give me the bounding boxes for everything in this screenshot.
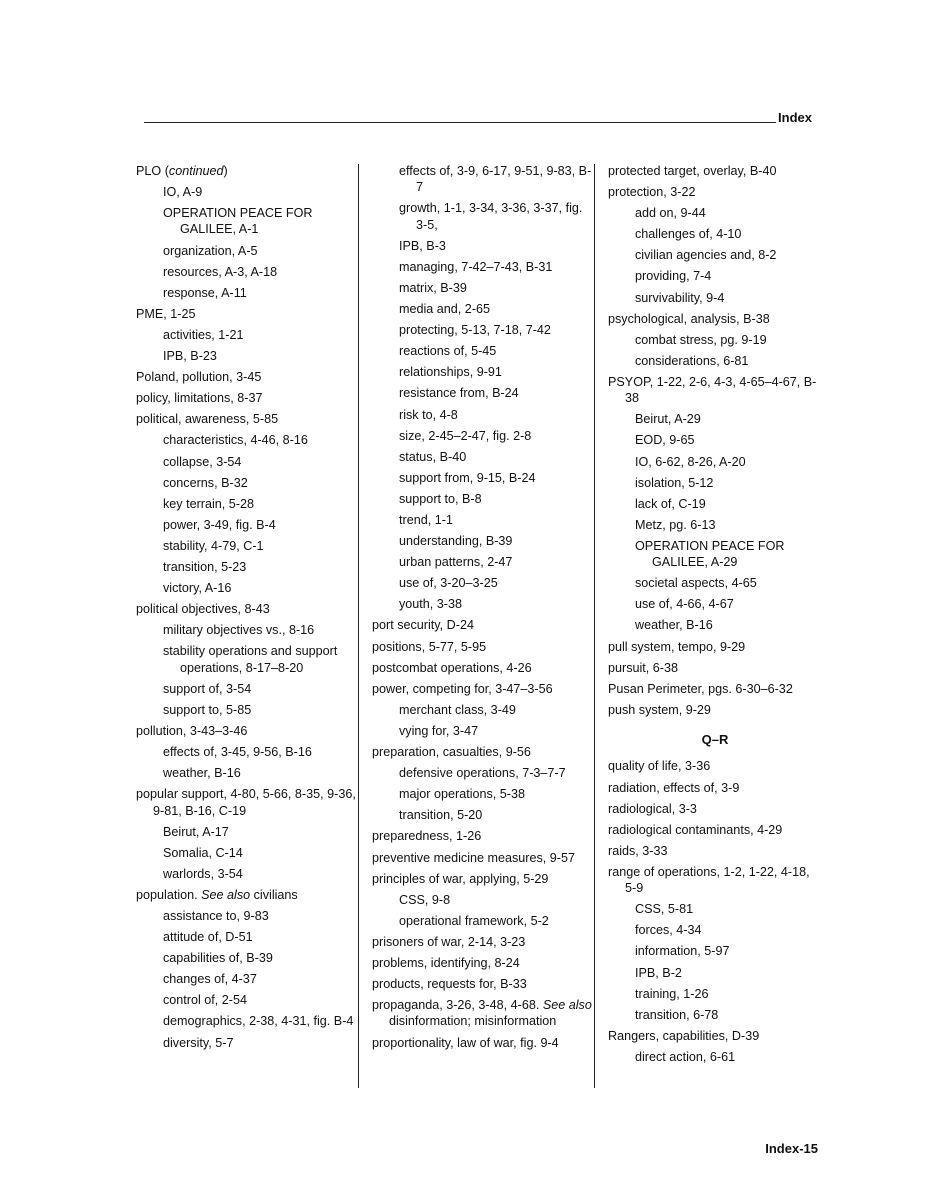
index-subentry	[399, 892, 594, 908]
index-subentry	[163, 1013, 358, 1029]
index-subentry	[163, 866, 358, 882]
index-text: forces, 4-34	[635, 923, 702, 938]
index-subentry	[635, 226, 822, 242]
index-subentry	[399, 449, 594, 465]
index-entry	[372, 617, 594, 633]
index-text: reactions of, 5-45	[399, 344, 497, 359]
index-subentry	[163, 517, 358, 533]
index-italic-text: See also	[201, 887, 251, 902]
index-text: OPERATION PEACE FOR GALILEE, A-29	[635, 538, 785, 570]
index-text: radiological, 3-3	[608, 801, 697, 816]
index-subentry	[399, 343, 594, 359]
index-entry	[136, 369, 358, 385]
index-text: Q–R	[701, 732, 729, 748]
index-subentry	[399, 428, 594, 444]
index-subentry	[635, 596, 822, 612]
index-text: prisoners of war, 2-14, 3-23	[372, 934, 526, 949]
index-text: IPB, B-23	[163, 349, 217, 364]
index-column-2	[372, 163, 594, 1056]
index-text: postcombat operations, 4-26	[372, 660, 532, 675]
index-subentry	[635, 575, 822, 591]
index-entry	[372, 828, 594, 844]
index-entry	[136, 601, 358, 617]
index-text: merchant class, 3-49	[399, 702, 516, 717]
index-entry	[136, 163, 358, 179]
index-subentry	[163, 824, 358, 840]
index-text: relationships, 9-91	[399, 365, 502, 380]
index-entry	[136, 411, 358, 427]
column-divider	[358, 164, 359, 1088]
index-text: CSS, 9-8	[399, 892, 451, 907]
index-text: EOD, 9-65	[635, 433, 695, 448]
index-text: operational framework, 5-2	[399, 913, 549, 928]
index-text: support from, 9-15, B-24	[399, 470, 536, 485]
index-text: key terrain, 5-28	[163, 496, 254, 511]
index-text: survivability, 9-4	[635, 290, 725, 305]
index-text: radiological contaminants, 4-29	[608, 822, 783, 837]
index-subentry	[399, 301, 594, 317]
index-text: transition, 5-20	[399, 808, 483, 823]
index-entry	[372, 955, 594, 971]
index-entry	[608, 163, 822, 179]
index-text: lack of, C-19	[635, 496, 706, 511]
index-entry	[608, 801, 822, 817]
index-subentry	[635, 1049, 822, 1065]
index-subentry	[635, 332, 822, 348]
index-text: diversity, 5-7	[163, 1035, 234, 1050]
index-text: use of, 3-20–3-25	[399, 576, 498, 591]
index-subentry	[635, 538, 822, 571]
index-text: principles of war, applying, 5-29	[372, 871, 549, 886]
index-entry	[372, 997, 594, 1030]
index-text: youth, 3-38	[399, 597, 463, 612]
index-entry	[608, 184, 822, 200]
index-text: major operations, 5-38	[399, 787, 526, 802]
index-text: IPB, B-2	[635, 965, 682, 980]
index-text: changes of, 4-37	[163, 972, 257, 987]
index-subentry	[163, 950, 358, 966]
index-subentry	[635, 517, 822, 533]
index-entry	[608, 864, 822, 897]
index-subentry	[399, 280, 594, 296]
index-text: information, 5-97	[635, 944, 730, 959]
index-subentry	[163, 496, 358, 512]
index-subentry	[635, 411, 822, 427]
index-text: Pusan Perimeter, pgs. 6-30–6-32	[608, 681, 793, 696]
index-text: political objectives, 8-43	[136, 602, 270, 617]
index-text: port security, D-24	[372, 618, 474, 633]
index-text: stability, 4-79, C-1	[163, 538, 264, 553]
index-subentry	[399, 238, 594, 254]
index-text: power, 3-49, fig. B-4	[163, 517, 276, 532]
index-text: urban patterns, 2-47	[399, 555, 513, 570]
index-subentry	[163, 622, 358, 638]
index-text: vying for, 3-47	[399, 723, 479, 738]
index-subentry	[399, 554, 594, 570]
index-subentry	[399, 723, 594, 739]
index-subentry	[163, 971, 358, 987]
index-text: characteristics, 4-46, 8-16	[163, 433, 308, 448]
index-column-3	[608, 163, 822, 1070]
index-text: PLO (	[136, 164, 169, 178]
index-subentry	[163, 475, 358, 491]
index-text: societal aspects, 4-65	[635, 576, 757, 591]
index-subentry	[635, 986, 822, 1002]
index-text: weather, B-16	[163, 766, 241, 781]
index-subentry	[163, 1035, 358, 1051]
index-italic-text: See also	[542, 998, 592, 1013]
index-text: civilians	[250, 887, 298, 902]
index-text: OPERATION PEACE FOR GALILEE, A-1	[163, 206, 313, 237]
index-text: policy, limitations, 8-37	[136, 391, 263, 406]
index-text: resources, A-3, A-18	[163, 264, 278, 279]
index-subentry	[399, 765, 594, 781]
index-text: risk to, 4-8	[399, 407, 458, 422]
index-subentry	[163, 744, 358, 760]
index-entry	[372, 976, 594, 992]
index-text: concerns, B-32	[163, 475, 248, 490]
index-subentry	[163, 992, 358, 1008]
index-text: media and, 2-65	[399, 302, 491, 317]
index-text: protection, 3-22	[608, 185, 696, 200]
index-subentry	[163, 908, 358, 924]
index-entry	[136, 390, 358, 406]
index-text: support to, B-8	[399, 491, 482, 506]
index-subentry	[635, 496, 822, 512]
index-text: matrix, B-39	[399, 280, 467, 295]
index-text: push system, 9-29	[608, 702, 711, 717]
index-text: popular support, 4-80, 5-66, 8-35, 9-36, 9-81, B-16, C-19	[136, 787, 356, 818]
index-subentry	[635, 901, 822, 917]
index-subentry	[635, 1007, 822, 1023]
index-subentry	[635, 475, 822, 491]
index-entry	[372, 934, 594, 950]
index-text: disinformation; misinformation	[389, 1014, 557, 1029]
index-text: PME, 1-25	[136, 306, 196, 321]
index-entry	[608, 374, 822, 407]
index-text: proportionality, law of war, fig. 9-4	[372, 1035, 559, 1050]
index-subentry	[163, 264, 358, 280]
index-entry	[136, 786, 358, 819]
index-text: transition, 6-78	[635, 1007, 719, 1022]
index-text: direct action, 6-61	[635, 1049, 736, 1064]
index-entry	[608, 780, 822, 796]
index-text: training, 1-26	[635, 986, 709, 1001]
index-subentry	[163, 702, 358, 718]
index-subentry	[399, 470, 594, 486]
index-text: capabilities of, B-39	[163, 951, 273, 966]
index-text: support of, 3-54	[163, 681, 252, 696]
index-subentry	[635, 432, 822, 448]
index-text: understanding, B-39	[399, 534, 513, 549]
index-subentry	[399, 364, 594, 380]
index-entry	[372, 1035, 594, 1051]
index-text: victory, A-16	[163, 581, 232, 596]
index-text: assistance to, 9-83	[163, 908, 269, 923]
index-text: CSS, 5-81	[635, 902, 694, 917]
index-text: range of operations, 1-2, 1-22, 4-18, 5-9	[608, 864, 810, 896]
index-column-1	[136, 163, 358, 1056]
index-entry	[372, 660, 594, 676]
index-text: demographics, 2-38, 4-31, fig. B-4	[163, 1014, 354, 1029]
index-text: Poland, pollution, 3-45	[136, 370, 262, 385]
index-entry	[608, 681, 822, 697]
index-subentry	[399, 322, 594, 338]
index-entry	[608, 822, 822, 838]
index-text: raids, 3-33	[608, 843, 668, 858]
index-subentry	[635, 943, 822, 959]
index-text: Somalia, C-14	[163, 845, 243, 860]
index-subentry	[399, 491, 594, 507]
index-subentry	[399, 807, 594, 823]
index-text: pursuit, 6-38	[608, 660, 679, 675]
index-subentry	[399, 200, 594, 233]
index-letter-heading	[608, 732, 822, 748]
index-subentry	[163, 929, 358, 945]
index-entry	[372, 639, 594, 655]
index-text: add on, 9-44	[635, 206, 706, 221]
running-header-title: Index	[778, 110, 812, 125]
index-text: isolation, 5-12	[635, 475, 714, 490]
index-text: stability operations and support operations, 8-17–8-20	[163, 644, 338, 675]
index-text: effects of, 3-45, 9-56, B-16	[163, 745, 312, 760]
index-subentry	[635, 617, 822, 633]
index-text: population.	[136, 887, 202, 902]
index-text: protected target, overlay, B-40	[608, 164, 777, 178]
index-entry	[608, 639, 822, 655]
index-text: military objectives vs., 8-16	[163, 623, 315, 638]
column-divider	[594, 164, 595, 1088]
index-subentry	[635, 247, 822, 263]
index-subentry	[163, 285, 358, 301]
index-text: Rangers, capabilities, D-39	[608, 1028, 760, 1043]
index-entry	[136, 887, 358, 903]
index-text: preventive medicine measures, 9-57	[372, 850, 576, 865]
index-text: trend, 1-1	[399, 513, 453, 527]
index-text: Beirut, A-17	[163, 824, 229, 839]
index-text: political, awareness, 5-85	[136, 412, 279, 427]
index-text: effects of, 3-9, 6-17, 9-51, 9-83, B-7	[399, 164, 592, 195]
index-subentry	[399, 575, 594, 591]
index-subentry	[399, 407, 594, 423]
index-subentry	[635, 205, 822, 221]
index-text: radiation, effects of, 3-9	[608, 780, 740, 795]
index-subentry	[399, 385, 594, 401]
index-subentry	[163, 765, 358, 781]
index-subentry	[635, 268, 822, 284]
index-subentry	[163, 681, 358, 697]
index-entry	[608, 311, 822, 327]
index-text: power, competing for, 3-47–3-56	[372, 681, 553, 696]
index-text: collapse, 3-54	[163, 454, 242, 469]
index-text: propaganda, 3-26, 3-48, 4-68.	[372, 998, 543, 1013]
index-entry	[608, 702, 822, 718]
header-rule	[144, 122, 776, 123]
index-text: defensive operations, 7-3–7-7	[399, 766, 566, 781]
index-text: transition, 5-23	[163, 559, 247, 574]
index-subentry	[635, 290, 822, 306]
index-text: providing, 7-4	[635, 269, 712, 284]
index-subentry	[399, 259, 594, 275]
index-subentry	[399, 533, 594, 549]
index-subentry	[635, 922, 822, 938]
index-text: warlords, 3-54	[163, 866, 243, 881]
index-subentry	[399, 702, 594, 718]
index-text: organization, A-5	[163, 243, 258, 258]
index-subentry	[163, 348, 358, 364]
index-text: Beirut, A-29	[635, 412, 701, 427]
index-text: activities, 1-21	[163, 327, 244, 342]
index-entry	[608, 660, 822, 676]
index-text: quality of life, 3-36	[608, 759, 711, 774]
index-subentry	[163, 643, 358, 676]
index-subentry	[163, 432, 358, 448]
index-entry	[372, 681, 594, 697]
index-text: civilian agencies and, 8-2	[635, 248, 777, 263]
index-text: PSYOP, 1-22, 2-6, 4-3, 4-65–4-67, B-38	[608, 374, 817, 406]
index-text: pull system, tempo, 9-29	[608, 639, 746, 654]
index-text: resistance from, B-24	[399, 386, 519, 401]
index-text: psychological, analysis, B-38	[608, 311, 770, 326]
index-subentry	[163, 243, 358, 259]
index-text: managing, 7-42–7-43, B-31	[399, 259, 553, 274]
index-subentry	[163, 845, 358, 861]
index-text: IO, A-9	[163, 185, 203, 200]
index-entry	[608, 758, 822, 774]
index-text: size, 2-45–2-47, fig. 2-8	[399, 428, 532, 443]
index-subentry	[163, 184, 358, 200]
index-subentry	[399, 163, 594, 196]
index-italic-text: continued	[168, 164, 224, 178]
index-text: products, requests for, B-33	[372, 977, 527, 992]
index-subentry	[635, 454, 822, 470]
index-text: Metz, pg. 6-13	[635, 517, 716, 532]
index-entry	[372, 744, 594, 760]
index-text: challenges of, 4-10	[635, 227, 742, 242]
index-subentry	[163, 205, 358, 238]
index-text: positions, 5-77, 5-95	[372, 639, 487, 654]
index-subentry	[399, 512, 594, 528]
index-entry	[372, 871, 594, 887]
index-text: preparedness, 1-26	[372, 829, 482, 844]
index-text: status, B-40	[399, 449, 467, 464]
index-text: pollution, 3-43–3-46	[136, 723, 248, 738]
index-text: considerations, 6-81	[635, 353, 749, 368]
index-text: preparation, casualties, 9-56	[372, 745, 531, 760]
index-subentry	[163, 327, 358, 343]
index-text: support to, 5-85	[163, 702, 252, 717]
index-text: response, A-11	[163, 285, 247, 300]
index-entry	[372, 850, 594, 866]
index-subentry	[399, 786, 594, 802]
index-text: IPB, B-3	[399, 238, 446, 253]
index-text: control of, 2-54	[163, 993, 248, 1008]
index-subentry	[635, 965, 822, 981]
index-entry	[136, 306, 358, 322]
index-subentry	[163, 559, 358, 575]
index-text: protecting, 5-13, 7-18, 7-42	[399, 323, 551, 338]
index-text: weather, B-16	[635, 618, 713, 633]
index-entry	[136, 723, 358, 739]
index-text: combat stress, pg. 9-19	[635, 332, 767, 347]
index-entry	[608, 1028, 822, 1044]
index-entry	[608, 843, 822, 859]
index-subentry	[163, 538, 358, 554]
index-subentry	[635, 353, 822, 369]
index-subentry	[163, 580, 358, 596]
index-text: )	[223, 164, 228, 178]
page-number: Index-15	[765, 1141, 818, 1156]
index-text: attitude of, D-51	[163, 930, 253, 945]
index-text: growth, 1-1, 3-34, 3-36, 3-37, fig. 3-5,	[399, 201, 583, 232]
index-subentry	[399, 913, 594, 929]
index-subentry	[163, 454, 358, 470]
index-text: IO, 6-62, 8-26, A-20	[635, 454, 746, 469]
index-subentry	[399, 596, 594, 612]
index-text: use of, 4-66, 4-67	[635, 597, 734, 612]
index-text: problems, identifying, 8-24	[372, 955, 520, 970]
